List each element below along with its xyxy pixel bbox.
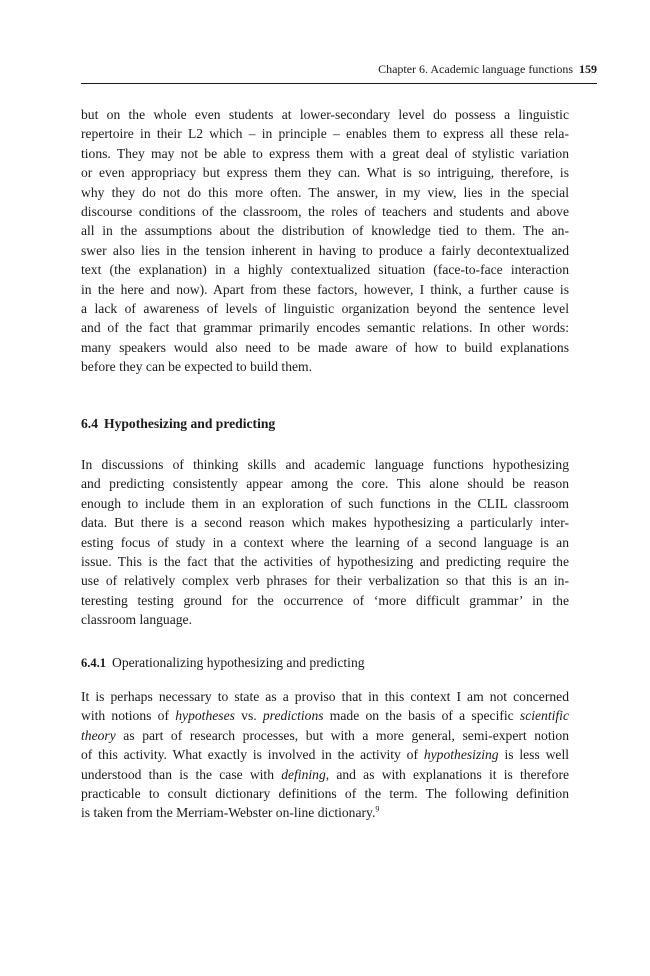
- section-heading: [81, 416, 275, 432]
- paragraph-line: and predicting consistently appear among the core. This alone should be reason: [81, 476, 569, 492]
- header-rule: [81, 83, 597, 84]
- text-run: vs.: [234, 708, 263, 724]
- section-title: Hypothesizing and predicting: [104, 416, 276, 431]
- paragraph-line: enough to include them in an exploration of such functions in the CLIL classroom: [81, 495, 569, 511]
- paragraph-3-line: [81, 745, 569, 764]
- text-run: of this activity. What exactly is involved in the activity of: [81, 747, 424, 763]
- text-run: made on the basis of a specific: [323, 708, 520, 724]
- text-run: with notions of: [81, 708, 176, 724]
- italic-term: theory: [81, 727, 116, 743]
- paragraph-line: text (the explanation) in a highly contextualized situation (face-to-face interaction: [81, 262, 569, 278]
- text-run: is taken from the Merriam-Webster on-line dictionary.: [81, 805, 376, 821]
- paragraph-line: tions. They may not be able to express them with a great deal of stylistic variation: [81, 145, 569, 161]
- paragraph-line: teresting testing ground for the occurrence of ‘more difficult grammar’ in the: [81, 592, 569, 608]
- paragraph-3-line: [81, 765, 569, 784]
- paragraph-line: swer also lies in the tension inherent in having to produce a fairly decontextualized: [81, 242, 569, 258]
- italic-term: hypotheses: [175, 708, 235, 724]
- section-number: 6.4: [81, 416, 98, 431]
- running-header: [81, 62, 597, 77]
- paragraph-3-line: [81, 803, 569, 822]
- paragraph-3-line: [81, 726, 569, 745]
- subsection-number: 6.4.1: [81, 656, 106, 670]
- paragraph-line: but on the whole even students at lower-secondary level do possess a linguistic: [81, 107, 569, 122]
- paragraph-line: data. But there is a second reason which makes hypothesizing a particularly inter-: [81, 515, 569, 531]
- paragraph-line: or even appropriacy but express them they can. What is so intriguing, therefore, is: [81, 165, 569, 181]
- paragraph-line: classroom language.: [81, 612, 192, 628]
- paragraph-line: discourse conditions of the classroom, the roles of teachers and students and above: [81, 203, 569, 219]
- italic-term: predictions: [262, 708, 324, 724]
- subsection-title: Operationalizing hypothesizing and predicting: [112, 655, 365, 670]
- text-run: is less well: [498, 747, 569, 763]
- paragraph-3-line: [81, 784, 569, 803]
- text-run: It is perhaps necessary to state as a proviso that in this context I am not concerned: [81, 689, 569, 704]
- paragraph-3: [81, 687, 569, 823]
- paragraph-line: before they can be expected to build them.: [81, 359, 313, 375]
- paragraph-3-line: [81, 706, 569, 725]
- text-run: as part of research processes, but with a more general, semi-expert notion: [115, 727, 569, 743]
- paragraph-3-line: [81, 687, 569, 706]
- text-run: practicable to consult dictionary definitions of the term. The following definition: [81, 785, 569, 801]
- paragraph-line: In discussions of thinking skills and academic language functions hypothesizing: [81, 457, 569, 472]
- text-run: , and as with explanations it is therefore: [325, 766, 570, 782]
- paragraph-line: many speakers would also need to be made aware of how to build explanations: [81, 339, 569, 355]
- italic-term: scientific: [519, 708, 569, 724]
- paragraph-2: [81, 455, 569, 630]
- paragraph-line: esting focus of study in a context where the learning of a second language is an: [81, 534, 569, 550]
- running-header-chapter: Chapter 6. Academic language functions: [378, 62, 573, 76]
- text-run: understood than is the case with: [81, 766, 282, 782]
- italic-term: hypothesizing: [423, 747, 499, 763]
- page-number: 159: [579, 62, 597, 76]
- paragraph-line: why they do not do this more often. The answer, in my view, lies in the special: [81, 184, 569, 200]
- paragraph-line: repertoire in their L2 which – in principle – enables them to express all these rela-: [81, 126, 569, 142]
- paragraph-1: [81, 105, 569, 376]
- paragraph-line: a lack of awareness of levels of linguistic organization beyond the sentence level: [81, 300, 569, 316]
- paragraph-line: in the here and now). Apart from these factors, however, I think, a further cause is: [81, 281, 569, 297]
- paragraph-line: use of relatively complex verb phrases for their verbalization so that this is an in-: [81, 573, 569, 589]
- footnote-marker[interactable]: 9: [375, 804, 380, 814]
- italic-term: defining: [281, 766, 326, 782]
- paragraph-line: all in the assumptions about the distribution of knowledge tied to them. The an-: [81, 223, 569, 239]
- paragraph-line: issue. This is the fact that the activities of hypothesizing and predicting require the: [81, 553, 569, 569]
- paragraph-line: and of the fact that grammar primarily encodes semantic relations. In other words:: [81, 320, 569, 336]
- subsection-heading: [81, 655, 365, 671]
